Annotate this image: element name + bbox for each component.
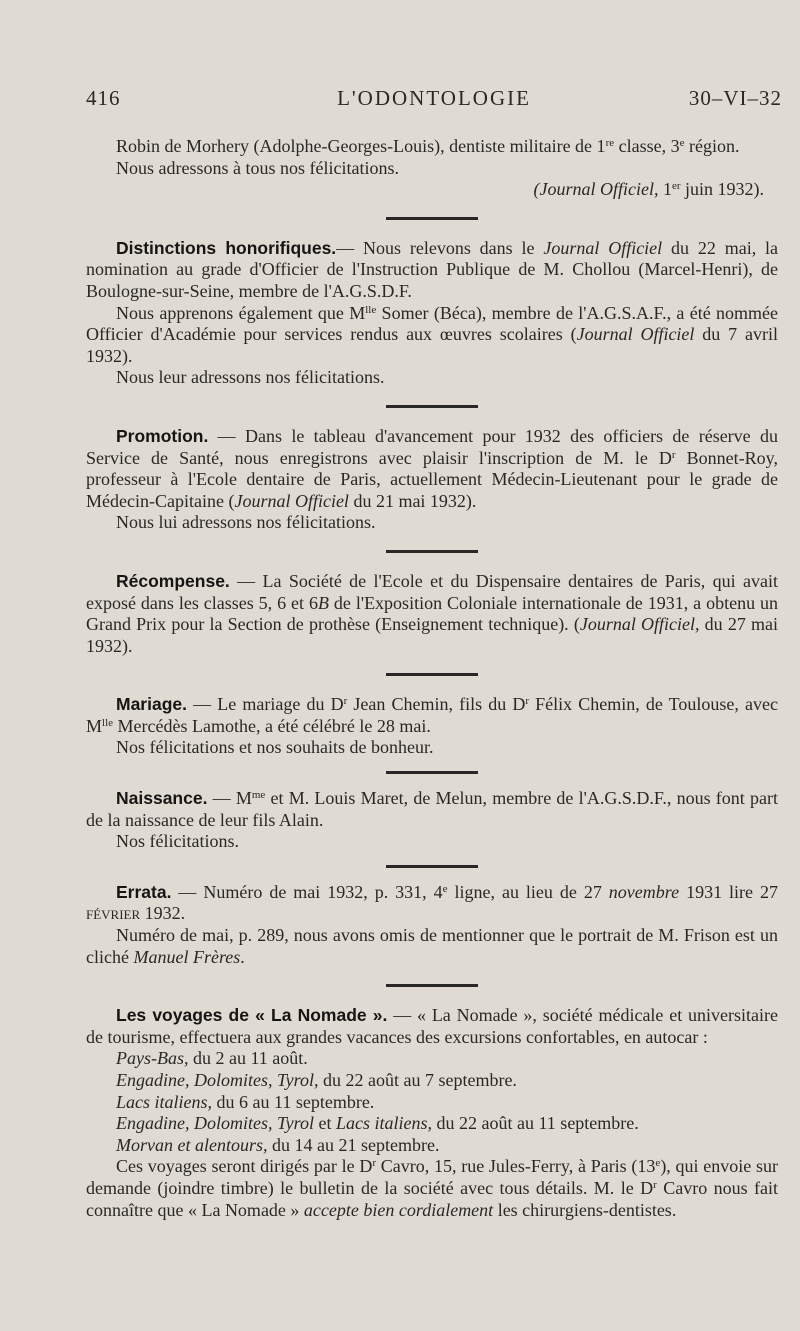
errata-paragraph-2: Numéro de mai, p. 289, nous avons omis de mentionner que le portrait de M. Frison est un cliché Manuel Frères. (86, 925, 778, 967)
list-item: Engadine, Dolomites, Tyrol et Lacs italiens, du 22 août au 11 septembre. (116, 1113, 639, 1134)
intro-source: (Journal Officiel, 1er juin 1932). (533, 179, 764, 200)
errata-heading: Errata. (116, 881, 172, 902)
section-divider (386, 984, 478, 987)
distinctions-paragraph: Distinctions honorifiques.— Nous relevons dans le Journal Officiel du 22 mai, la nomination au grade d'Officier de l'Instruction Publique de M. Chollou (Marcel-Henri), de Boulogne-sur-Seine, membre de l'A.G.S.D.F. (86, 237, 779, 301)
voyages-heading: Les voyages de « La Nomade ». (116, 1005, 388, 1026)
intro-congrats: Nous adressons à tous nos félicitations. (116, 157, 399, 178)
article-body (86, 136, 778, 1221)
distinctions-congrats: Nous leur adressons nos félicitations. (116, 367, 385, 388)
naissance-congrats: Nos félicitations. (116, 831, 239, 852)
promotion-heading: Promotion. (116, 425, 209, 446)
page-number: 416 (86, 86, 121, 110)
promotion-paragraph: Promotion. — Dans le tableau d'avancement pour 1932 des officiers de réserve du Service de Santé, nous enregistrons avec plaisir l'inscription de M. le $D^r$ Bonnet-Roy, professeur à l'Ecole dentaire de Paris, actuellement Médecin-Lieutenant pour le grade de Médecin-Capitaine (Journal Officiel du 21 mai 1932). (86, 425, 778, 511)
list-item: Lacs italiens, du 6 au 11 septembre. (116, 1091, 375, 1112)
issue-date: 30–VI–32 (688, 86, 782, 110)
voyages-closing: Ces voyages seront dirigés par le $D^r$ Cavro, 15, rue Jules-Ferry, à Paris (13e), qui envoie sur demande (joindre timbre) le bulletin de la société avec tous détails. M. le $D^r$ Cavro nous fait connaître que « La Nomade » accepte bien cordialement les chirurgiens-dentistes. (86, 1156, 778, 1220)
errata-paragraph: Errata. — Numéro de mai 1932, p. 331, 4e ligne, au lieu de 27 novembre 1931 lire 27 février 1932. (86, 881, 778, 924)
distinctions-paragraph-2: Nous apprenons également que $M^{lle}$ Somer (Béca), membre de l'A.G.S.A.F., a été nommée Officier d'Académie pour services rendus aux œuvres scolaires (Journal Officiel du 7 avril 1932). (86, 302, 778, 366)
section-divider (386, 217, 478, 220)
section-divider (386, 550, 478, 553)
trips-list (86, 1048, 778, 1156)
list-item: Pays-Bas, du 2 au 11 août. (116, 1048, 308, 1069)
section-divider (386, 771, 478, 774)
intro-paragraph: Robin de Morhery (Adolphe-Georges-Louis), dentiste militaire de 1re classe, 3e région. (116, 136, 740, 156)
section-divider (386, 865, 478, 868)
running-header (86, 86, 782, 116)
distinctions-heading: Distinctions honorifiques. (116, 237, 337, 258)
naissance-heading: Naissance. (116, 788, 208, 809)
recompense-paragraph: Récompense. — La Société de l'Ecole et du Dispensaire dentaires de Paris, qui avait exposé dans les classes 5, 6 et 6B de l'Exposition Coloniale internationale de 1931, a obtenu un Grand Prix pour la Section de prothèse (Enseignement technique). (Journal Officiel, du 27 mai 1932). (86, 570, 779, 656)
promotion-congrats: Nous lui adressons nos félicitations. (116, 512, 376, 533)
section-divider (386, 673, 478, 676)
naissance-paragraph: Naissance. — $M^{me}$ et M. Louis Maret, de Melun, membre de l'A.G.S.D.F., nous font part de la naissance de leur fils Alain. (86, 788, 778, 830)
list-item: Engadine, Dolomites, Tyrol, du 22 août au 7 septembre. (116, 1070, 517, 1090)
mariage-heading: Mariage. (116, 694, 187, 715)
recompense-heading: Récompense. (116, 570, 230, 591)
voyages-paragraph: Les voyages de « La Nomade ». — « La Nomade », société médicale et universitaire de tourisme, effectuera aux grandes vacances des excursions confortables, en autocar : (86, 1005, 778, 1047)
mariage-paragraph: Mariage. — Le mariage du $D^r$ Jean Chemin, fils du $D^r$ Félix Chemin, de Toulouse, avec $M^{lle}$ Mercédès Lamothe, a été célébré le 28 mai. (86, 694, 778, 736)
journal-title: L'ODONTOLOGIE (337, 86, 531, 110)
mariage-congrats: Nos félicitations et nos souhaits de bonheur. (116, 737, 434, 758)
section-divider (386, 405, 478, 408)
list-item: Morvan et alentours, du 14 au 21 septembre. (116, 1134, 440, 1155)
